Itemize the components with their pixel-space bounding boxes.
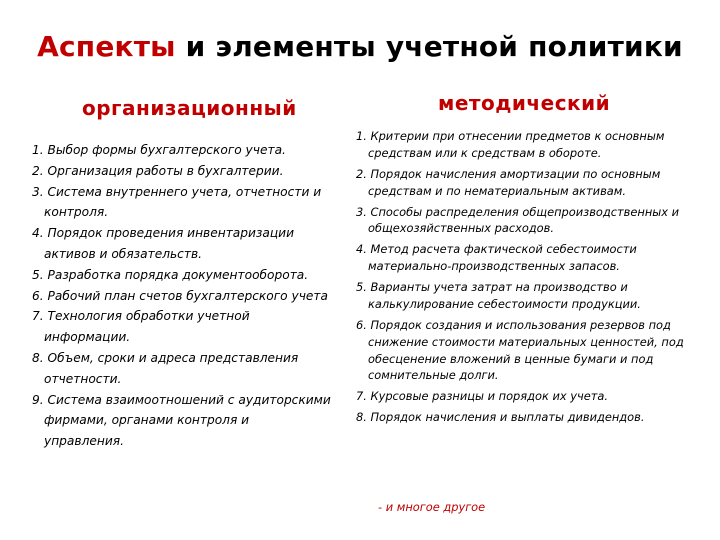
list-item: 5. Разработка порядка документооборота.: [32, 267, 309, 282]
list-item: 6. Рабочий план счетов бухгалтерского учета: [32, 288, 328, 303]
list-item: 2. Порядок начисления амортизации по основным средствам и по нематериальным активам.: [356, 166, 661, 198]
list-item: 7. Технология обработки учетной информации.: [32, 309, 250, 345]
list-item: 4. Порядок проведения инвентаризации активов и обязательств.: [32, 226, 295, 261]
left-column-list: [32, 140, 332, 452]
list-item: 9. Система взаимоотношений с аудиторскими фирмами, органами контроля и управления.: [32, 392, 331, 449]
footnote: - и многое другое: [378, 500, 486, 514]
list-item: 1. Критерии при отнесении предметов к основным средствам или к средствам в обороте.: [356, 129, 665, 160]
list-item: 8. Порядок начисления и выплаты дивидендов.: [356, 410, 645, 425]
right-column-list: [356, 128, 704, 430]
slide-title-rest: и элементы учетной политики: [175, 30, 683, 63]
list-item: 4. Метод расчета фактической себестоимости материально-производственных запасов.: [356, 242, 637, 274]
list-item: 3. Способы распределения общепроизводственных и общехозяйственных расходов.: [356, 204, 680, 236]
list-item: 3. Система внутреннего учета, отчетности и контроля.: [32, 184, 322, 220]
list-item: 7. Курсовые разницы и порядок их учета.: [356, 389, 608, 404]
right-column-heading: методический: [438, 91, 611, 115]
list-item: 2. Организация работы в бухгалтерии.: [32, 163, 284, 178]
list-item: 6. Порядок создания и использования резервов под снижение стоимости материальных ценностей, под обесценение вложений в ценные бумаги и под сомнительные долги.: [356, 317, 684, 383]
list-item: 8. Объем, сроки и адреса представления отчетности.: [32, 350, 299, 386]
slide-title: [0, 30, 720, 63]
list-item: 5. Варианты учета затрат на производство и калькулирование себестоимости продукции.: [356, 280, 641, 311]
slide-title-accent: Аспекты: [37, 30, 176, 63]
list-item: 1. Выбор формы бухгалтерского учета.: [32, 143, 286, 157]
left-column-heading: организационный: [82, 96, 297, 120]
